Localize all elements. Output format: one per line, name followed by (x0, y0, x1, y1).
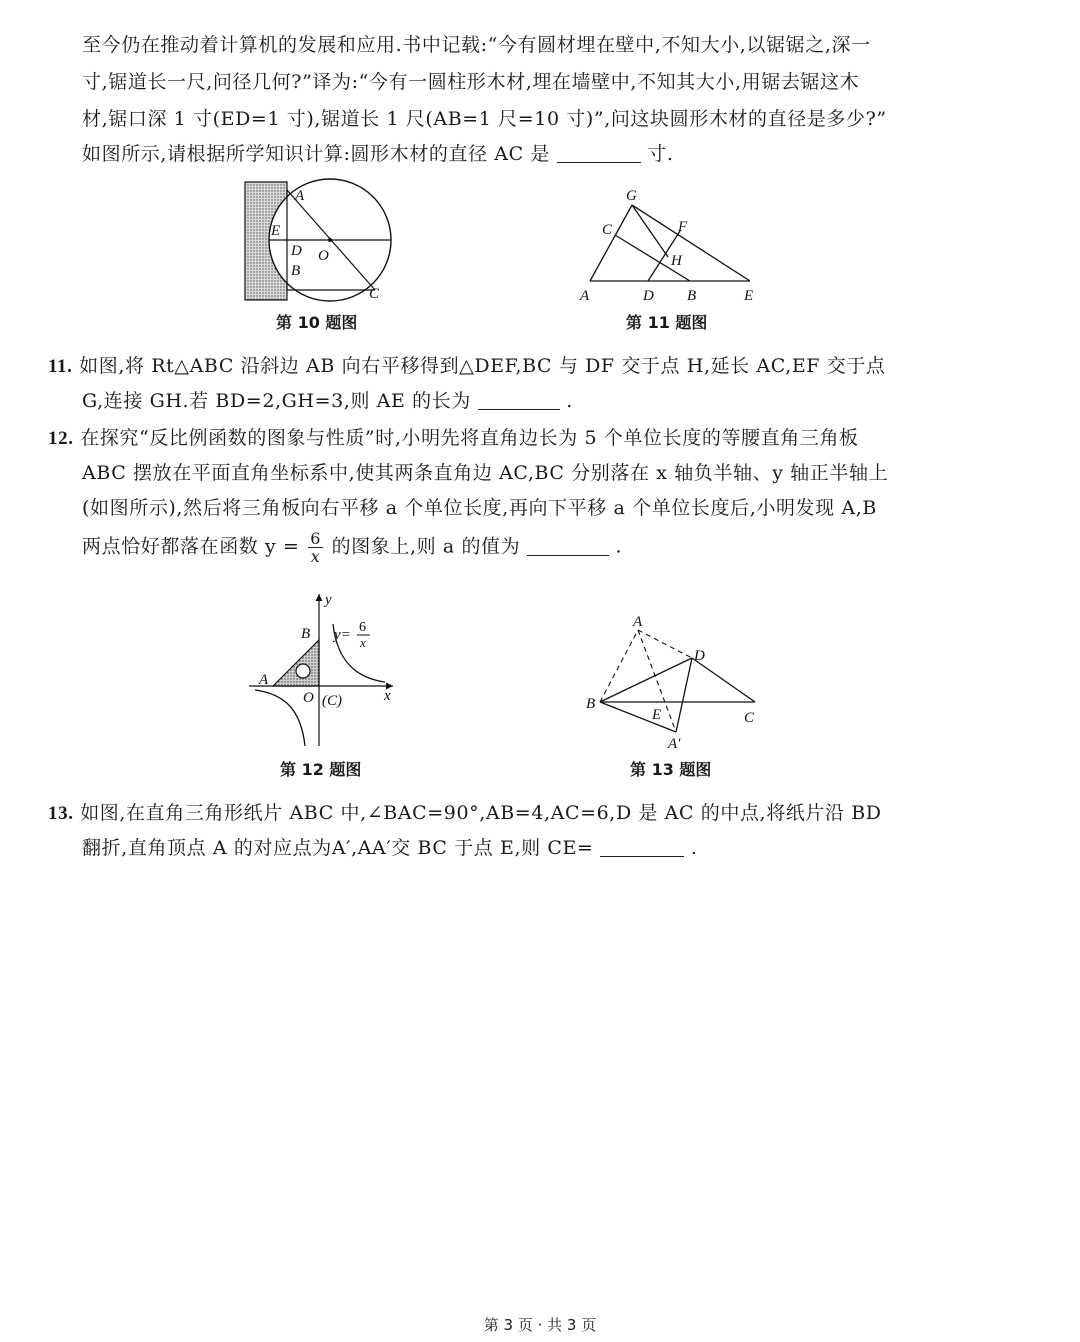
q12-text-1: 在探究“反比例函数的图象与性质”时,小明先将直角边长为 5 个单位长度的等腰直角三角板 (80, 427, 859, 449)
line-ba-dashed (600, 630, 638, 702)
fig11-caption: 第 11 题图 (626, 313, 708, 332)
fig12-label-c: (C) (322, 693, 342, 709)
q10-question: 如图所示,请根据所学知识计算:圆形木材的直径 AC 是 (82, 143, 550, 165)
fig12-label-func-den: x (360, 635, 366, 650)
fig12-label-x: x (384, 688, 391, 704)
q12-line-2: ABC 摆放在平面直角坐标系中,使其两条直角边 AC,BC 分别落在 x 轴负半轴、y 轴正半轴上 (82, 462, 889, 484)
q12-text-4b: 的图象上,则 a 的值为 (331, 535, 521, 558)
q12-line-1 (48, 423, 859, 450)
line-a-prime-d (676, 658, 692, 732)
fig11-label-c: C (602, 222, 613, 238)
fig10-caption: 第 10 题图 (276, 313, 358, 332)
fig10-label-c: C (369, 286, 380, 302)
page-footer: 第 3 页 · 共 3 页 (483, 1316, 597, 1334)
q12-period: . (615, 535, 623, 558)
q10-answer-blank[interactable] (557, 144, 641, 163)
fig11-label-g: G (626, 188, 637, 204)
q11-text-2: G,连接 GH.若 BD=2,GH=3,则 AE 的长为 (82, 390, 471, 412)
line-ad-dashed (638, 630, 692, 658)
fig12-label-b: B (301, 626, 311, 642)
fig10-label-d: D (291, 243, 302, 259)
line-ag (590, 205, 632, 281)
fig10-label-b: B (291, 263, 301, 279)
fig13-label-a-prime: A′ (668, 736, 681, 752)
fig12-caption: 第 12 题图 (280, 760, 362, 779)
fig12-label-o: O (303, 690, 314, 706)
fig13-caption: 第 13 题图 (630, 760, 712, 779)
q13-text-2: 翻折,直角顶点 A 的对应点为A′,AA′交 BC 于点 E,则 CE= (82, 837, 594, 859)
fig12-label-func: y= (334, 627, 351, 643)
triangle-abc (273, 640, 319, 686)
fig10-label-e: E (271, 223, 281, 239)
q13-text-1: 如图,在直角三角形纸片 ABC 中,∠BAC=90°,AB=4,AC=6,D 是 AC 的中点,将纸片沿 BD (80, 802, 882, 824)
q11-line-1 (48, 351, 886, 378)
line-ge (632, 205, 750, 281)
q10-text-line-4 (82, 139, 674, 166)
figure-10 (235, 172, 395, 307)
triangle-hole (296, 664, 310, 678)
fig13-label-d: D (694, 648, 705, 664)
fig11-label-h: H (671, 253, 682, 269)
fig11-label-d: D (643, 288, 654, 304)
q13-period: . (690, 837, 698, 859)
q12-frac-denominator: x (310, 547, 321, 566)
q11-text-1: 如图,将 Rt△ABC 沿斜边 AB 向右平移得到△DEF,BC 与 DF 交于点 H,延长 AC,EF 交于点 (79, 355, 886, 377)
q13-line-1 (48, 798, 882, 825)
fig13-label-c: C (744, 710, 755, 726)
q12-frac-numerator: 6 (310, 529, 321, 548)
q12-number: 12. (48, 428, 74, 449)
q13-number: 13. (48, 803, 74, 824)
fig11-label-e: E (744, 288, 754, 304)
q10-text-line-2: 寸,锯道长一尺,问径几何?”译为:“今有一圆柱形木材,埋在墙壁中,不知其大小,用锯去锯这木 (82, 71, 860, 93)
line-ba-prime (600, 702, 676, 732)
q13-line-2 (82, 833, 697, 860)
q10-text-line-1: 至今仍在推动着计算机的发展和应用.书中记载:“今有圆材埋在壁中,不知大小,以锯锯之,深一 (82, 34, 871, 56)
fig10-label-o: O (318, 248, 329, 264)
fig13-label-b: B (586, 696, 596, 712)
q10-unit: 寸. (647, 143, 674, 165)
q12-line-4 (82, 530, 622, 565)
q12-text-4: 两点恰好都落在函数 y = (82, 535, 300, 558)
fig12-label-func-num: 6 (359, 620, 366, 635)
fig11-label-b: B (687, 288, 697, 304)
center-dot (328, 238, 332, 242)
fig13-label-e: E (652, 707, 662, 723)
q13-answer-blank[interactable] (600, 838, 684, 857)
figure-12 (245, 588, 400, 748)
fig11-label-a: A (580, 288, 590, 304)
q10-text-line-3: 材,锯口深 1 寸(ED=1 寸),锯道长 1 尺(AB=1 尺=10 寸)”,问这块圆形木材的直径是多少?” (82, 108, 887, 130)
fig13-label-a: A (633, 614, 643, 630)
line-bd (600, 658, 692, 702)
q11-period: . (566, 390, 573, 412)
q11-answer-blank[interactable] (478, 391, 560, 410)
fig11-label-f: F (678, 219, 688, 235)
q11-number: 11. (48, 356, 73, 377)
figure-13 (580, 612, 770, 752)
fig12-label-y: y (325, 592, 332, 608)
q12-answer-blank[interactable] (527, 537, 609, 556)
q11-line-2 (82, 386, 573, 413)
fig12-label-a: A (259, 672, 269, 688)
line-dc (692, 658, 755, 702)
q12-line-3: (如图所示),然后将三角板向右平移 a 个单位长度,再向下平移 a 个单位长度后,小明发现 A,B (82, 497, 877, 519)
q12-fraction (308, 530, 323, 565)
fig10-label-a: A (295, 188, 305, 204)
hyperbola-branch-2 (255, 690, 305, 746)
figure-11 (570, 185, 770, 310)
